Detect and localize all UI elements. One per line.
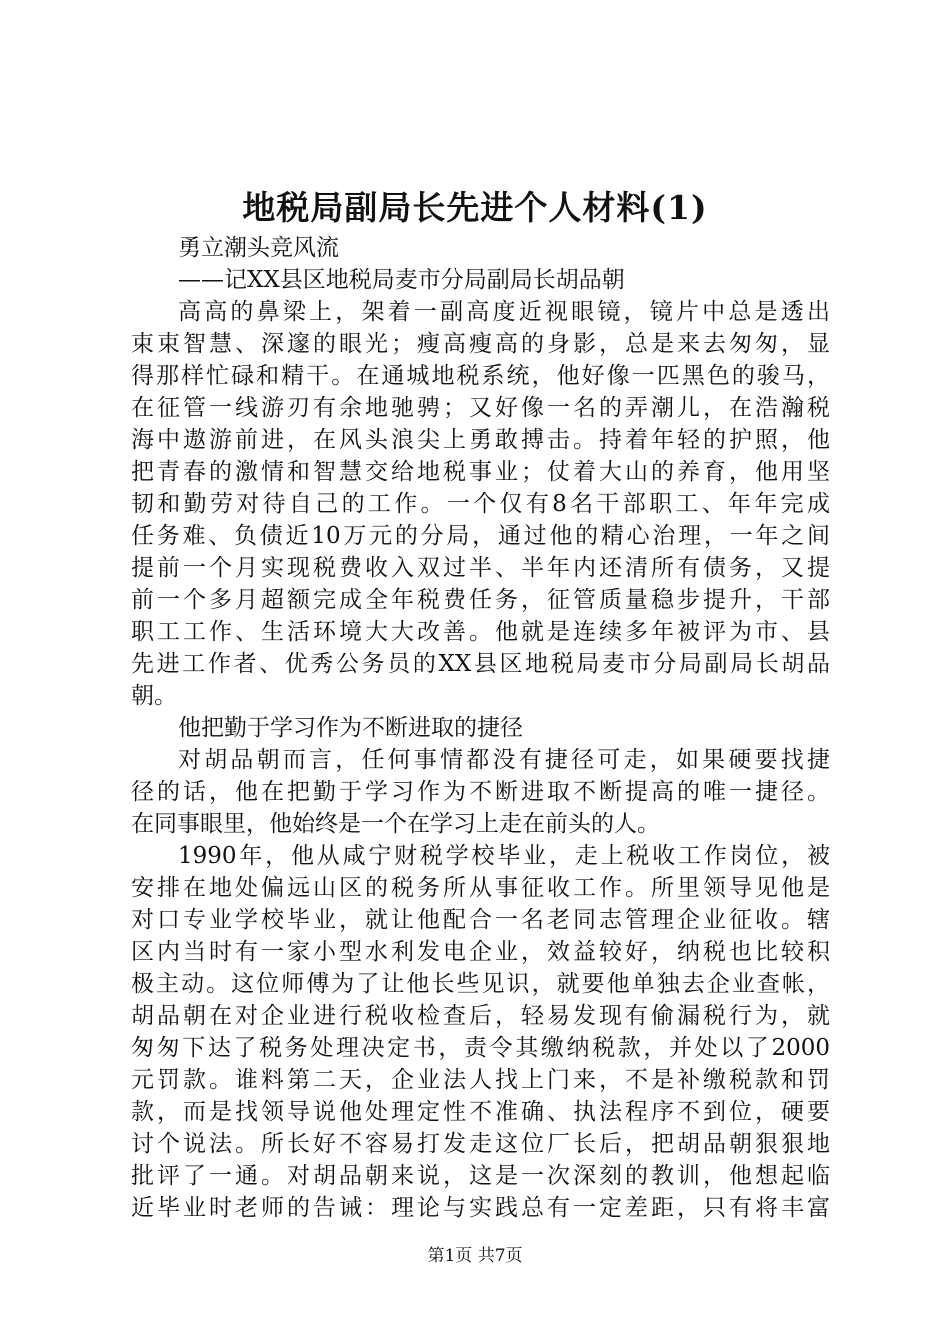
- text-line: 提前一个月实现税费收入双过半、半年内还清所有债务，又提: [131, 555, 830, 581]
- text-line: 近毕业时老师的告诫：理论与实践总有一定差距，只有将丰富: [131, 1195, 830, 1221]
- text-line: 区内当时有一家小型水利发电企业，效益较好，纳税也比较积: [131, 939, 830, 965]
- page-footer: 第1页 共7页: [427, 1246, 523, 1266]
- text-line: ——记XX县区地税局麦市分局副局长胡品朝: [178, 267, 625, 293]
- text-line: 批评了一通。对胡品朝来说，这是一次深刻的教训，他想起临: [131, 1163, 830, 1189]
- text-line: 1990年，他从咸宁财税学校毕业，走上税收工作岗位，被: [178, 843, 830, 869]
- text-line: 匆匆下达了税务处理决定书，责令其缴纳税款，并处以了2000: [131, 1035, 830, 1061]
- text-line: 朝。: [131, 683, 177, 709]
- document-title: 地税局副局长先进个人材料(1): [242, 188, 708, 227]
- text-line: 先进工作者、优秀公务员的XX县区地税局麦市分局副局长胡品: [131, 651, 830, 677]
- text-line: 他把勤于学习作为不断进取的捷径: [178, 715, 523, 741]
- text-line: 勇立潮头竞风流: [178, 235, 339, 261]
- text-line: 任务难、负债近10万元的分局，通过他的精心治理，一年之间: [131, 523, 830, 549]
- text-line: 款，而是找领导说他处理定性不准确、执法程序不到位，硬要: [131, 1099, 830, 1125]
- text-line: 在同事眼里，他始终是一个在学习上走在前头的人。: [131, 811, 660, 837]
- text-line: 把青春的激情和智慧交给地税事业；仗着大山的养育，他用坚: [131, 459, 830, 485]
- text-line: 对胡品朝而言，任何事情都没有捷径可走，如果硬要找捷: [178, 747, 830, 773]
- text-line: 得那样忙碌和精干。在通城地税系统，他好像一匹黑色的骏马，: [131, 363, 830, 389]
- text-line: 在征管一线游刃有余地驰骋；又好像一名的弄潮儿，在浩瀚税: [131, 395, 830, 421]
- text-line: 胡品朝在对企业进行税收检查后，轻易发现有偷漏税行为，就: [131, 1003, 830, 1029]
- text-line: 极主动。这位师傅为了让他长些见识，就要他单独去企业查帐，: [131, 971, 830, 997]
- text-line: 前一个多月超额完成全年税费任务，征管质量稳步提升，干部: [131, 587, 830, 613]
- text-line: 对口专业学校毕业，就让他配合一名老同志管理企业征收。辖: [131, 907, 830, 933]
- text-line: 讨个说法。所长好不容易打发走这位厂长后，把胡品朝狠狠地: [131, 1131, 830, 1157]
- text-line: 海中遨游前进，在风头浪尖上勇敢搏击。持着年轻的护照，他: [131, 427, 830, 453]
- text-line: 径的话，他在把勤于学习作为不断进取不断提高的唯一捷径。: [131, 779, 830, 805]
- document-body: [131, 232, 830, 1224]
- text-line: 韧和勤劳对待自己的工作。一个仅有8名干部职工、年年完成: [131, 491, 830, 517]
- text-line: 束束智慧、深邃的眼光；瘦高瘦高的身影，总是来去匆匆，显: [131, 331, 830, 357]
- text-line: 高高的鼻梁上，架着一副高度近视眼镜，镜片中总是透出: [178, 299, 830, 325]
- text-line: 安排在地处偏远山区的税务所从事征收工作。所里领导见他是: [131, 875, 830, 901]
- text-line: 职工工作、生活环境大大改善。他就是连续多年被评为市、县: [131, 619, 830, 645]
- text-line: 元罚款。谁料第二天，企业法人找上门来，不是补缴税款和罚: [131, 1067, 830, 1093]
